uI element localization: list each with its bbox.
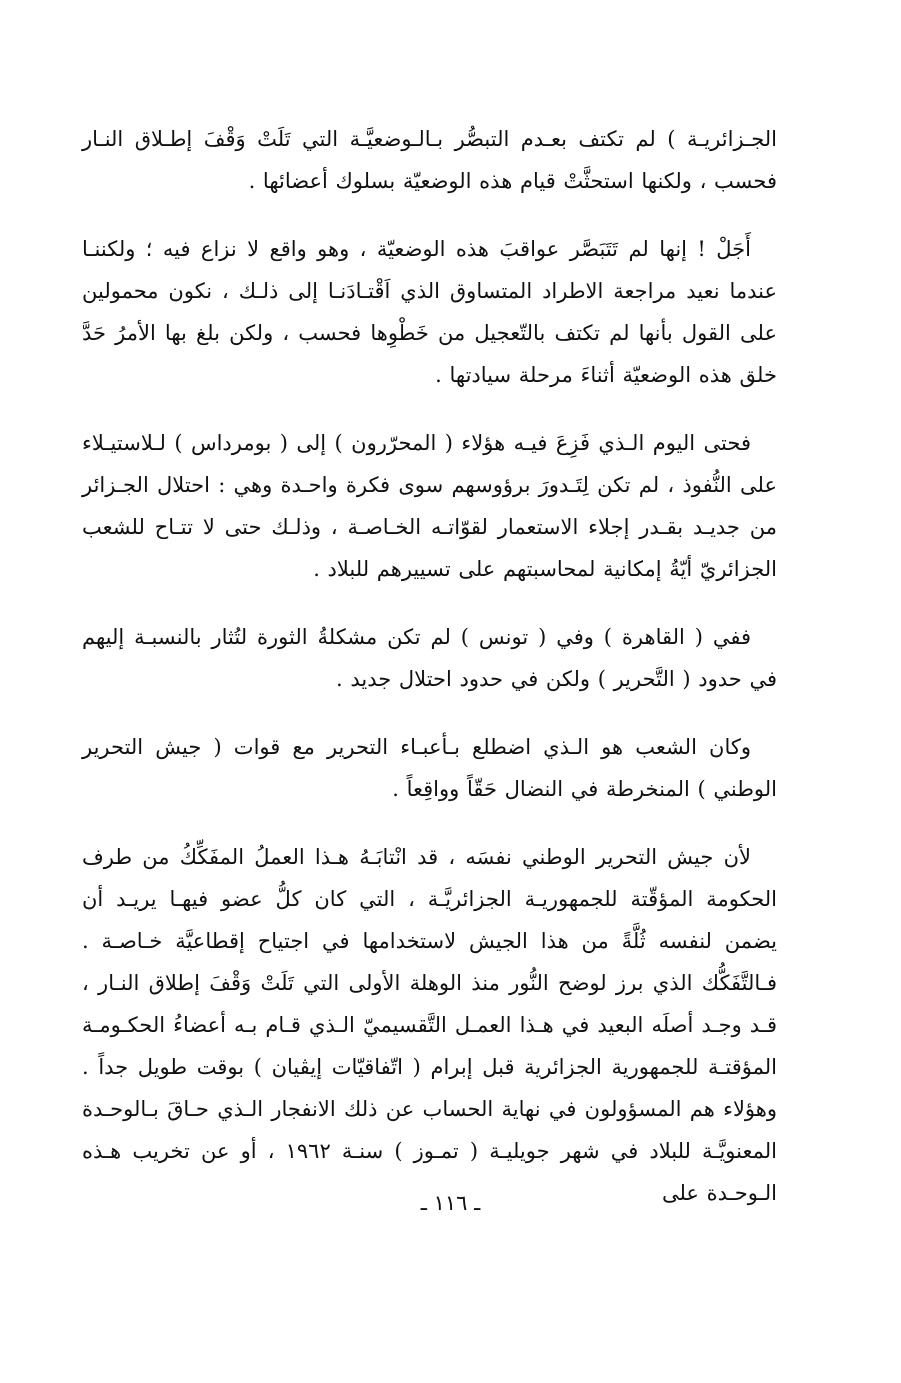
paragraph: وكان الشعب هو الـذي اضطلع بـأعبـاء التحرير مع قوات ( جيش التحرير الوطني ) المنخرطة في النضال حَقّاً وواقِعاً . (82, 735, 777, 801)
paragraph: فحتى اليوم الـذي فَزِعَ فيـه هؤلاء ( المحرّرون ) إلى ( بومرداس ) لـلاستيـلاء على النُّفوذ ، لم تكن لِتَـدورَ برؤوسهم سوى فكرة واحـدة وهي : احتلال الجـزائر من جديـد بقـدر إجلاء الاستعمار لقوّاتـه الخـاصـة ، وذلـك حتى لا تتـاح للشعب الجزائريّ أيّةُ إمكانية لمحاسبتهم على تسييرهم للبلاد . (82, 431, 777, 581)
page-number: ـ ١١٦ ـ (420, 1191, 481, 1215)
paragraph: ففي ( القاهرة ) وفي ( تونس ) لم تكن مشكلةُ الثورة لتُثار بالنسبـة إليهم في حدود ( التَّحرير ) ولكن في حدود احتلال جديد . (82, 625, 777, 691)
paragraph: لأن جيش التحرير الوطني نفسَه ، قد انْتابَـهُ هـذا العملُ المفَكِّكُ من طرف الحكومة المؤقّتة للجمهوريـة الجزائريَّـة ، التي كان كلُّ عضو فيهـا يريـد أن يضمن لنفسه ثُلَّةً من هذا الجيش لاستخدامها في اجتياح إقطاعيَّة خـاصـة . فـالتَّفَكُّك الذي برز لوضح النُّور منذ الوهلة الأولى التي تَلَتْ وَقْفَ إطلاق النـار ، قـد وجـد أصلَه البعيد في هـذا العمـل التَّقسيميّ الـذي قـام بـه أعضاءُ الحكـومـة المؤقتـة للجمهورية الجزائرية قبل إبرام ( اتّفاقيّات إيڤيان ) بوقت طويل جداً . وهؤلاء هم المسؤولون في نهاية الحساب عن ذلك الانفجار الـذي حـاقَ بـالوحـدة المعنويَّـة للبلاد في شهر جويليـة ( تمـوز ) سنـة ١٩٦٢ ، أو عن تخريب هـذه الـوحـدة على (82, 845, 778, 1205)
paragraph: أَجَلْ ! إنها لم تَتَبَصَّر عواقبَ هذه الوضعيّة ، وهو واقع لا نزاع فيه ؛ ولكننـا عندما نعيد مراجعة الاطراد المتساوق الذي اَقْتـادَنـا إلى ذلـك ، نكون محمولين على القول بأنها لم تكتف بالتّعجيل من خَطْوِها فحسب ، ولكن بلغ بها الأمرُ حَدَّ خلق هذه الوضعيّة أثناءَ مرحلة سيادتها . (82, 237, 777, 387)
page-body (82, 118, 777, 1240)
paragraph: الجـزائريـة ) لم تكتف بعـدم التبصُّر بـالـوضعيَّـة التي تَلَتْ وَقْفَ إطـلاق النـار فحسب ، ولكنها استحثَّتْ قيام هذه الوضعيّة بسلوك أعضائها . (82, 127, 777, 193)
